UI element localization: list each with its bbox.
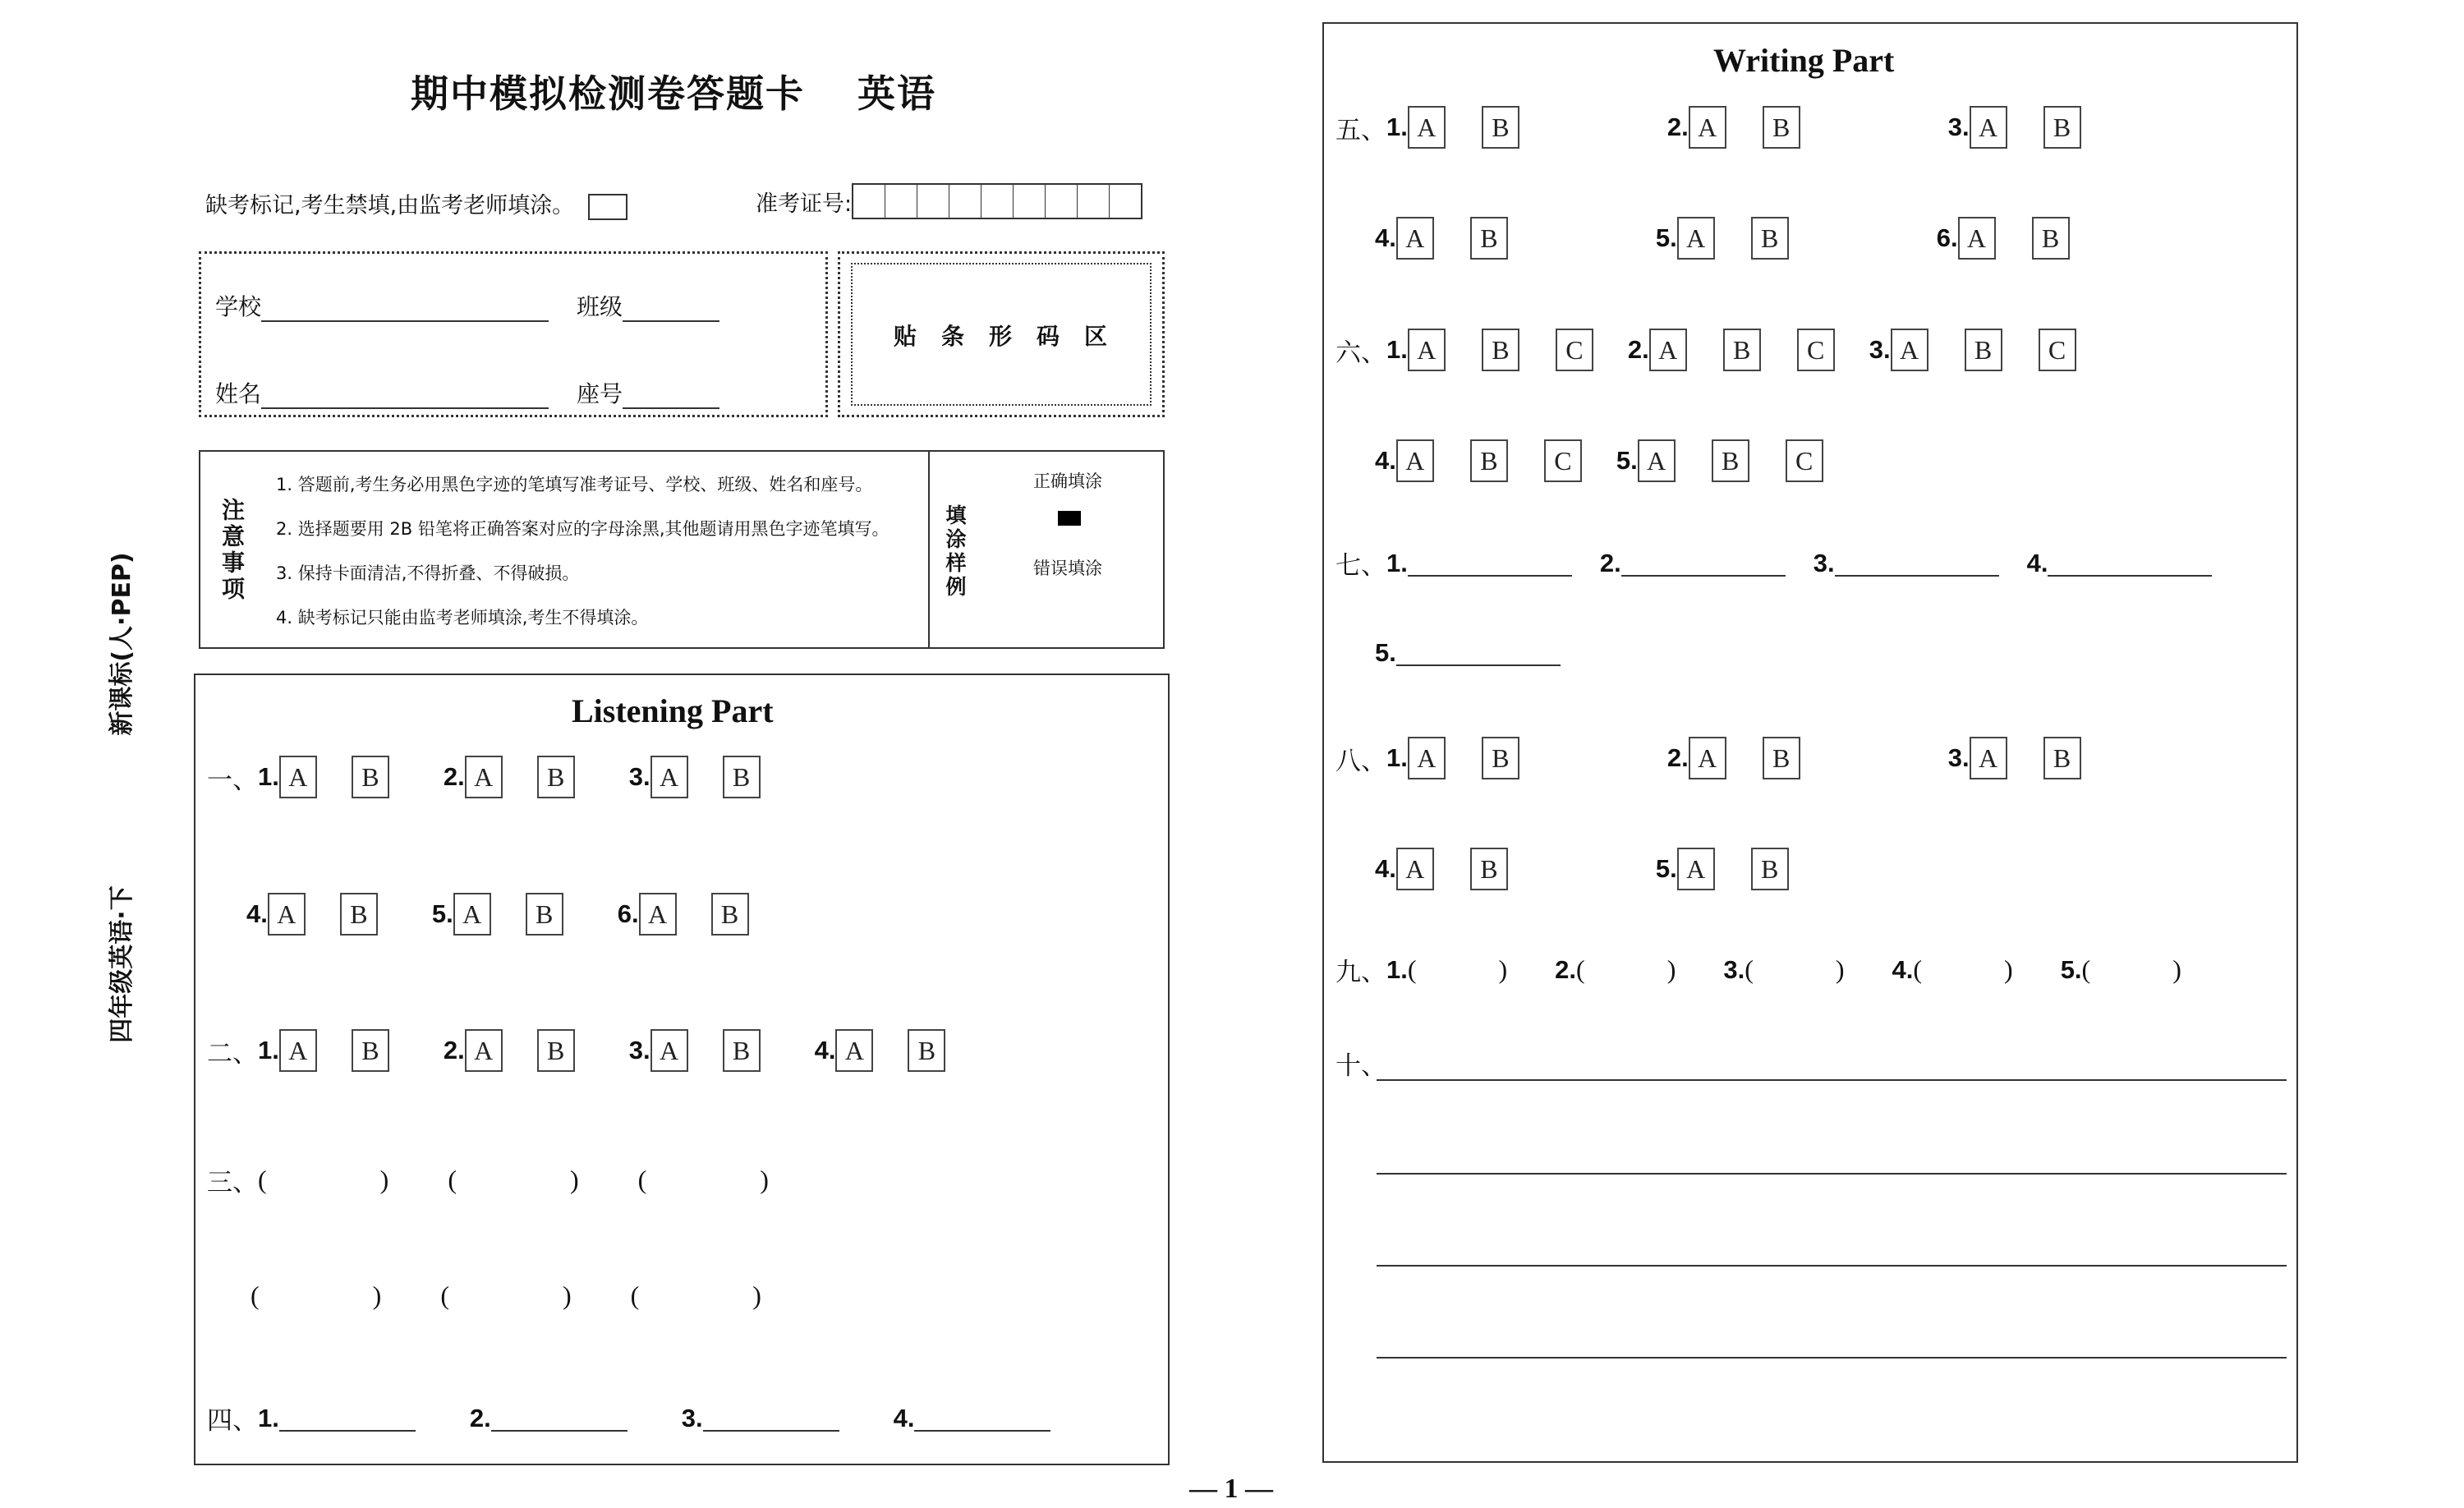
answer-blank[interactable] (914, 1405, 1050, 1432)
option-c-bubble[interactable]: C (1797, 329, 1835, 371)
class-input-line[interactable] (623, 297, 719, 322)
question-number: 2. (1555, 954, 1577, 984)
question-number: 3. (1869, 335, 1891, 364)
answer-blank[interactable] (1408, 550, 1572, 577)
class-field[interactable] (577, 289, 719, 322)
answer-paren-close: ) (1498, 954, 1508, 984)
answer-paren-open: ( (251, 1280, 260, 1310)
option-a-bubble[interactable]: A (1958, 217, 1996, 260)
absence-mark-row (205, 187, 627, 220)
question-number: 4. (1375, 223, 1396, 252)
answer-paren-open: ( (448, 1165, 457, 1194)
note-item: 4. 缺考标记只能由监考老师填涂,考生不得填涂。 (276, 608, 649, 628)
ticket-digit-cell[interactable] (1110, 185, 1141, 218)
writing-sec7-row2 (1375, 638, 1561, 668)
answer-blank[interactable] (1396, 640, 1561, 666)
writing-line[interactable] (1377, 1357, 2287, 1359)
writing-sec9-row (1335, 951, 2181, 988)
option-b-bubble[interactable]: B (723, 756, 761, 798)
option-a-bubble[interactable]: A (650, 756, 688, 798)
option-b-bubble[interactable]: B (1712, 439, 1749, 482)
ticket-digit-cell[interactable] (981, 185, 1014, 218)
answer-paren-close: ) (562, 1280, 572, 1310)
name-label: 姓名 (215, 380, 262, 407)
option-b-bubble[interactable]: B (711, 893, 749, 936)
section-label: 一、 (207, 765, 258, 795)
question-number: 6. (617, 899, 639, 928)
question-number: 2. (469, 1403, 491, 1432)
option-a-bubble[interactable]: A (835, 1029, 873, 1072)
option-a-bubble[interactable]: A (1396, 439, 1434, 482)
option-b-bubble[interactable]: B (1470, 439, 1508, 482)
question-number: 5. (1616, 446, 1638, 475)
answer-paren-close: ) (569, 1165, 579, 1194)
ticket-digit-cell[interactable] (885, 185, 917, 218)
writing-sec8-row1 (1335, 737, 2081, 779)
listening-sec3-row1 (207, 1161, 769, 1198)
option-a-bubble[interactable]: A (1891, 329, 1928, 371)
answer-paren-open: ( (1745, 954, 1754, 984)
section-label: 七、 (1335, 551, 1386, 581)
answer-paren-open: ( (630, 1280, 640, 1310)
question-number: 5. (1375, 638, 1396, 667)
option-c-bubble[interactable]: C (1556, 329, 1593, 371)
section-label: 五、 (1335, 115, 1386, 145)
question-number: 2. (1666, 113, 1689, 141)
option-a-bubble[interactable]: A (1649, 329, 1687, 371)
school-input-line[interactable] (261, 297, 549, 322)
answer-paren-close: ) (372, 1280, 382, 1310)
absence-mark-checkbox[interactable] (588, 194, 627, 220)
writing-sec10-label-row (1335, 1045, 1386, 1082)
answer-paren-open: ( (1913, 954, 1923, 984)
answer-blank[interactable] (491, 1405, 627, 1432)
option-b-bubble[interactable]: B (2043, 737, 2081, 779)
question-number: 1. (258, 1036, 279, 1064)
section-label: 三、 (207, 1168, 258, 1198)
answer-paren-open: ( (440, 1280, 449, 1310)
notes-divider (928, 450, 930, 649)
note-item: 3. 保持卡面清洁,不得折叠、不得破损。 (276, 563, 580, 583)
option-a-bubble[interactable]: A (1677, 217, 1715, 260)
question-number: 4. (1375, 854, 1396, 883)
name-input-line[interactable] (261, 384, 549, 409)
option-a-bubble[interactable]: A (639, 893, 677, 936)
option-b-bubble[interactable]: B (908, 1029, 945, 1072)
option-b-bubble[interactable]: B (1470, 217, 1508, 260)
question-number: 3. (1813, 548, 1835, 577)
option-a-bubble[interactable]: A (1396, 217, 1434, 260)
barcode-label: 贴条形码区 (894, 323, 1133, 350)
ticket-number-row (756, 183, 1142, 219)
listening-sec1-row1 (207, 756, 761, 798)
option-b-bubble[interactable]: B (1965, 329, 2002, 371)
option-b-bubble[interactable]: B (537, 1029, 575, 1072)
option-b-bubble[interactable]: B (1470, 848, 1508, 890)
option-c-bubble[interactable]: C (2039, 329, 2076, 371)
side-label-edition: 新课标(人·PEP) (108, 552, 136, 736)
question-number: 1. (1386, 743, 1408, 772)
option-a-bubble[interactable]: A (268, 893, 306, 936)
answer-paren-close: ) (752, 1280, 761, 1310)
question-number: 1. (1386, 954, 1408, 984)
listening-sec3-row2 (251, 1280, 761, 1311)
option-a-bubble[interactable]: A (1408, 106, 1446, 149)
question-number: 4. (1892, 954, 1914, 984)
option-b-bubble[interactable]: B (340, 893, 378, 936)
listening-part-title: Listening Part (572, 692, 774, 729)
section-label: 二、 (207, 1038, 258, 1069)
option-a-bubble[interactable]: A (1396, 848, 1434, 890)
answer-blank[interactable] (2048, 550, 2212, 577)
answer-paren-open: ( (258, 1165, 267, 1194)
question-number: 2. (1627, 335, 1649, 364)
seat-input-line[interactable] (623, 384, 719, 409)
school-label: 学校 (215, 293, 262, 320)
question-number: 5. (1655, 854, 1677, 883)
question-number: 3. (681, 1403, 703, 1432)
option-b-bubble[interactable]: B (352, 1029, 389, 1072)
option-a-bubble[interactable]: A (1970, 106, 2007, 149)
answer-paren-close: ) (2172, 954, 2181, 984)
section-label: 六、 (1335, 338, 1386, 368)
ticket-digit-cell[interactable] (949, 185, 981, 218)
seat-field[interactable] (577, 376, 719, 409)
option-b-bubble[interactable]: B (1763, 737, 1800, 779)
answer-blank[interactable] (1835, 550, 1999, 577)
answer-paren-open: ( (2081, 954, 2091, 984)
name-field[interactable] (215, 376, 549, 409)
option-a-bubble[interactable]: A (1408, 329, 1446, 371)
answer-blank[interactable] (703, 1405, 839, 1432)
ticket-digit-cell[interactable] (1014, 185, 1046, 218)
question-number: 2. (1599, 548, 1621, 577)
absence-mark-label: 缺考标记,考生禁填,由监考老师填涂。 (205, 193, 575, 218)
question-number: 1. (258, 1403, 279, 1432)
filled-square-icon (1058, 511, 1081, 526)
question-number: 1. (1386, 113, 1408, 141)
page-number: — 1 — (1189, 1474, 1273, 1504)
note-item: 1. 答题前,考生务必用黑色字迹的笔填写准考证号、学校、班级、姓名和座号。 (276, 475, 873, 494)
option-b-bubble[interactable]: B (723, 1029, 761, 1072)
question-number: 4. (893, 1403, 915, 1432)
option-b-bubble[interactable]: B (1482, 737, 1519, 779)
question-number: 3. (628, 1036, 650, 1064)
writing-line[interactable] (1377, 1079, 2287, 1081)
listening-sec1-row2 (246, 893, 749, 936)
option-a-bubble[interactable]: A (279, 1029, 317, 1072)
option-a-bubble[interactable]: A (1638, 439, 1676, 482)
answer-paren-open: ( (637, 1165, 647, 1194)
option-c-bubble[interactable]: C (1544, 439, 1582, 482)
question-number: 2. (1666, 743, 1689, 772)
option-b-bubble[interactable]: B (526, 893, 563, 936)
option-b-bubble[interactable]: B (1723, 329, 1761, 371)
school-field[interactable] (215, 289, 549, 322)
writing-sec5-row2 (1375, 217, 2070, 260)
question-number: 4. (814, 1036, 836, 1064)
option-b-bubble[interactable]: B (1482, 329, 1519, 371)
listening-sec2-row (207, 1029, 945, 1072)
option-b-bubble[interactable]: B (1763, 106, 1800, 149)
answer-paren-close: ) (1835, 954, 1845, 984)
question-number: 6. (1936, 223, 1958, 252)
answer-paren-close: ) (2004, 954, 2013, 984)
ticket-digit-cell[interactable] (853, 185, 885, 218)
question-number: 4. (246, 899, 268, 928)
question-number: 2. (443, 1036, 465, 1064)
writing-sec6-row2 (1375, 439, 1823, 482)
side-label-grade: 四年级英语·下 (108, 885, 136, 1043)
writing-sec7-row1 (1335, 545, 2212, 582)
question-number: 5. (2060, 954, 2082, 984)
writing-line[interactable] (1377, 1173, 2287, 1175)
option-a-bubble[interactable]: A (1677, 848, 1715, 890)
question-number: 1. (1386, 548, 1408, 577)
section-label: 十、 (1335, 1051, 1386, 1081)
section-label: 八、 (1335, 746, 1386, 776)
option-a-bubble[interactable]: A (1408, 737, 1446, 779)
ticket-digit-cell[interactable] (917, 185, 949, 218)
writing-sec8-row2 (1375, 848, 1789, 890)
question-number: 3. (1723, 954, 1745, 984)
question-number: 4. (1375, 446, 1396, 475)
option-a-bubble[interactable]: A (453, 893, 491, 936)
ticket-number-input[interactable] (852, 183, 1142, 219)
answer-blank[interactable] (1621, 550, 1786, 577)
fill-sample-heading: 填涂样例 (943, 504, 967, 600)
option-b-bubble[interactable]: B (1482, 106, 1519, 149)
option-a-bubble[interactable]: A (1689, 737, 1726, 779)
option-b-bubble[interactable]: B (352, 756, 389, 798)
writing-part-title: Writing Part (1713, 42, 1895, 79)
option-c-bubble[interactable]: C (1786, 439, 1823, 482)
question-number: 5. (1655, 223, 1677, 252)
option-a-bubble[interactable]: A (279, 756, 317, 798)
option-a-bubble[interactable]: A (1689, 106, 1726, 149)
option-b-bubble[interactable]: B (1751, 217, 1789, 260)
notes-heading: 注意事项 (218, 498, 246, 603)
class-label: 班级 (577, 293, 623, 320)
answer-blank[interactable] (279, 1405, 416, 1432)
question-number: 4. (2026, 548, 2048, 577)
seat-label: 座号 (577, 380, 623, 407)
section-label: 四、 (207, 1406, 258, 1436)
option-a-bubble[interactable]: A (650, 1029, 688, 1072)
answer-paren-open: ( (1576, 954, 1585, 984)
page-title (411, 64, 936, 118)
option-a-bubble[interactable]: A (465, 1029, 503, 1072)
question-number: 2. (443, 762, 465, 791)
option-a-bubble[interactable]: A (1970, 737, 2007, 779)
note-item: 2. 选择题要用 2B 铅笔将正确答案对应的字母涂黑,其他题请用黑色字迹笔填写。 (276, 519, 890, 539)
option-b-bubble[interactable]: B (2043, 106, 2081, 149)
question-number: 3. (1947, 113, 1970, 141)
section-label: 九、 (1335, 958, 1386, 987)
answer-paren-close: ) (760, 1165, 769, 1194)
answer-paren-close: ) (1666, 954, 1676, 984)
writing-sec6-row1 (1335, 329, 2076, 371)
question-number: 3. (1947, 743, 1970, 772)
ticket-digit-cell[interactable] (1046, 185, 1078, 218)
title-text: 期中模拟检测卷答题卡 (411, 71, 805, 116)
answer-paren-open: ( (1407, 954, 1417, 984)
correct-fill-label: 正确填涂 (1033, 471, 1102, 491)
question-number: 1. (1386, 335, 1408, 364)
subject-text: 英语 (857, 71, 937, 116)
ticket-number-label: 准考证号: (756, 191, 853, 217)
ticket-digit-cell[interactable] (1078, 185, 1110, 218)
writing-sec5-row1 (1335, 106, 2081, 149)
option-a-bubble[interactable]: A (465, 756, 503, 798)
question-number: 1. (258, 762, 279, 791)
writing-line[interactable] (1377, 1265, 2287, 1267)
question-number: 3. (628, 762, 650, 791)
option-b-bubble[interactable]: B (2032, 217, 2070, 260)
listening-sec4-row (207, 1400, 1050, 1437)
wrong-fill-label: 错误填涂 (1033, 559, 1102, 578)
option-b-bubble[interactable]: B (1751, 848, 1789, 890)
question-number: 5. (431, 899, 453, 928)
answer-paren-close: ) (379, 1165, 389, 1194)
option-b-bubble[interactable]: B (537, 756, 575, 798)
